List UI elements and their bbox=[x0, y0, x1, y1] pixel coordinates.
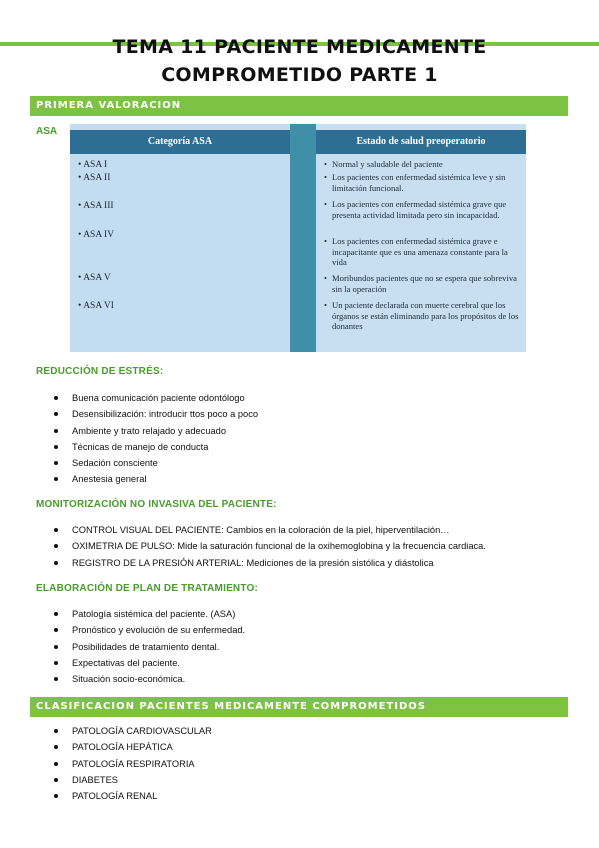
list-item: DIABETES bbox=[52, 772, 212, 788]
list-item: OXIMETRIA DE PULSO: Mide la saturación funcional de la oxihemoglobina y la frecuencia cardiaca. bbox=[52, 538, 486, 554]
asa-label: ASA bbox=[36, 126, 58, 137]
section-band-clasificacion: CLASIFICACION PACIENTES MEDICAMENTE COMPROMETIDOS bbox=[30, 697, 568, 717]
list-item: PATOLOGÍA CARDIOVASCULAR bbox=[52, 723, 212, 739]
list-item: Técnicas de manejo de conducta bbox=[52, 439, 258, 455]
list-monitorizacion bbox=[52, 522, 486, 571]
page-title-line-2: COMPROMETIDO PARTE 1 bbox=[161, 64, 438, 86]
list-item: Anestesia general bbox=[52, 471, 258, 487]
asa-desc-1: • Normal y saludable del paciente bbox=[324, 159, 524, 170]
asa-column-separator bbox=[290, 124, 316, 352]
asa-class-2: • ASA II bbox=[78, 173, 110, 183]
heading-monitorizacion: MONITORIZACIÓN NO INVASIVA DEL PACIENTE: bbox=[36, 499, 277, 510]
asa-desc-6: • Un paciente declarada con muerte cerebral que los órganos se están eliminando para los propósitos de los donantes bbox=[324, 300, 524, 332]
asa-class-3: • ASA III bbox=[78, 201, 114, 211]
list-item: Patología sistémica del paciente. (ASA) bbox=[52, 606, 245, 622]
list-item: Desensibilización: introducir ttos poco a poco bbox=[52, 406, 258, 422]
asa-desc-4: • Los pacientes con enfermedad sistémica grave e incapacitante que es una amenaza constante para la vida bbox=[324, 236, 524, 268]
list-item: PATOLOGÍA RENAL bbox=[52, 788, 212, 804]
list-clasificacion bbox=[52, 723, 212, 804]
asa-header-status: Estado de salud preoperatorio bbox=[316, 130, 526, 154]
heading-reduccion-estres: REDUCCIÓN DE ESTRÉS: bbox=[36, 366, 164, 377]
list-item: Sedación consciente bbox=[52, 455, 258, 471]
list-item: Expectativas del paciente. bbox=[52, 655, 245, 671]
list-item: PATOLOGÍA RESPIRATORIA bbox=[52, 756, 212, 772]
asa-desc-3: • Los pacientes con enfermedad sistémica grave que presenta actividad limitada pero sin incapacidad. bbox=[324, 199, 524, 220]
list-elaboracion-plan bbox=[52, 606, 245, 687]
asa-desc-2: • Los pacientes con enfermedad sistémica leve y sin limitación funcional. bbox=[324, 172, 524, 193]
list-item: Situación socio-económica. bbox=[52, 671, 245, 687]
list-item: REGISTRO DE LA PRESIÓN ARTERIAL: Mediciones de la presión sistólica y diástolica bbox=[52, 555, 486, 571]
list-item: Pronóstico y evolución de su enfermedad. bbox=[52, 622, 245, 638]
list-item: Buena comunicación paciente odontólogo bbox=[52, 390, 258, 406]
asa-class-6: • ASA VI bbox=[78, 301, 114, 311]
page-title-line-1: TEMA 11 PACIENTE MEDICAMENTE bbox=[112, 36, 487, 58]
list-reduccion-estres bbox=[52, 390, 258, 488]
asa-header-category: Categoría ASA bbox=[70, 130, 290, 154]
list-item: PATOLOGÍA HEPÁTICA bbox=[52, 739, 212, 755]
asa-class-4: • ASA IV bbox=[78, 230, 114, 240]
list-item: CONTROL VISUAL DEL PACIENTE: Cambios en la coloración de la piel, hiperventilación… bbox=[52, 522, 486, 538]
asa-class-1: • ASA I bbox=[78, 160, 107, 170]
asa-classification-table bbox=[70, 124, 526, 352]
asa-class-5: • ASA V bbox=[78, 273, 111, 283]
section-band-primera-valoracion: PRIMERA VALORACION bbox=[30, 96, 568, 116]
list-item: Ambiente y trato relajado y adecuado bbox=[52, 423, 258, 439]
heading-elaboracion-plan: ELABORACIÓN DE PLAN DE TRATAMIENTO: bbox=[36, 583, 258, 594]
asa-desc-5: • Moribundos pacientes que no se espera que sobreviva sin la operación bbox=[324, 273, 524, 294]
list-item: Posibilidades de tratamiento dental. bbox=[52, 639, 245, 655]
